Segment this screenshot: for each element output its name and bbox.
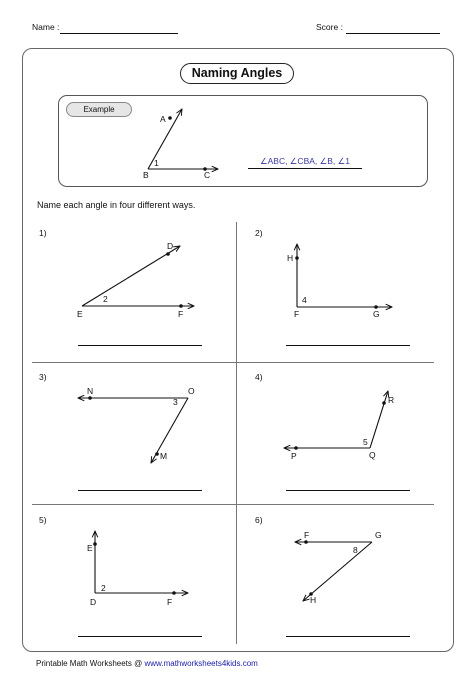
problem-5-label-angle: 2 — [101, 583, 106, 593]
example-badge: Example — [66, 102, 132, 117]
problem-3-number: 3) — [39, 372, 47, 382]
problem-1-label-ray2: F — [178, 309, 184, 319]
point-dot — [172, 591, 176, 595]
problem-3-label-ray2: M — [160, 451, 168, 461]
footer-text: Printable Math Worksheets @ — [36, 659, 145, 668]
footer-url-link[interactable]: www.mathworksheets4kids.com — [144, 659, 258, 668]
problem-4-label-ray2: P — [291, 451, 297, 461]
problem-3-label-ray1: N — [87, 386, 94, 396]
problem-6-label-ray1: F — [304, 530, 310, 540]
problem-4-label-ray1: R — [388, 395, 395, 405]
point-dot — [168, 116, 172, 120]
problem-4-label-angle: 5 — [363, 437, 368, 447]
problem-1-ray-ed — [82, 246, 180, 306]
point-dot — [382, 401, 386, 405]
problem-2-number: 2) — [255, 228, 263, 238]
problem-1-label-ray1: D — [167, 241, 174, 251]
problem-3-label-vertex: O — [188, 386, 195, 396]
problem-6-label-ray2: H — [310, 595, 317, 605]
problem-5-label-ray1: E — [87, 543, 93, 553]
problem-4-ray-qr — [370, 391, 388, 448]
problem-4-number: 4) — [255, 372, 263, 382]
example-label-b: B — [143, 170, 149, 180]
problem-2-label-angle: 4 — [302, 295, 307, 305]
problem-6-ray-gh — [303, 542, 372, 601]
problem-5-number: 5) — [39, 515, 47, 525]
point-dot — [155, 452, 159, 456]
name-label: Name : — [32, 22, 60, 32]
problem-6-number: 6) — [255, 515, 263, 525]
example-label-angle: 1 — [154, 158, 159, 168]
point-dot — [93, 542, 97, 546]
point-dot — [295, 256, 299, 260]
point-dot — [88, 396, 92, 400]
score-label: Score : — [316, 22, 343, 32]
example-label-a: A — [160, 114, 166, 124]
problem-3-label-angle: 3 — [173, 397, 178, 407]
point-dot — [294, 446, 298, 450]
problem-2-label-vertex: F — [294, 309, 300, 319]
worksheet-title: Naming Angles — [180, 63, 294, 84]
problem-1-label-vertex: E — [77, 309, 83, 319]
problem-2-label-ray1: H — [287, 253, 294, 263]
problem-6-label-angle: 8 — [353, 545, 358, 555]
instructions: Name each angle in four different ways. — [37, 200, 196, 210]
example-label-c: C — [204, 170, 211, 180]
problem-6-label-vertex: G — [375, 530, 382, 540]
problem-1-label-angle: 2 — [103, 294, 108, 304]
point-dot — [304, 540, 308, 544]
problem-4-label-vertex: Q — [369, 450, 376, 460]
point-dot — [179, 304, 183, 308]
point-dot — [166, 252, 170, 256]
problem-1-number: 1) — [39, 228, 47, 238]
example-answer: ∠ABC, ∠CBA, ∠B, ∠1 — [259, 156, 350, 166]
footer — [36, 659, 258, 668]
problem-5-label-ray2: F — [167, 597, 173, 607]
problem-5-label-vertex: D — [90, 597, 97, 607]
problem-2-label-ray2: G — [373, 309, 380, 319]
